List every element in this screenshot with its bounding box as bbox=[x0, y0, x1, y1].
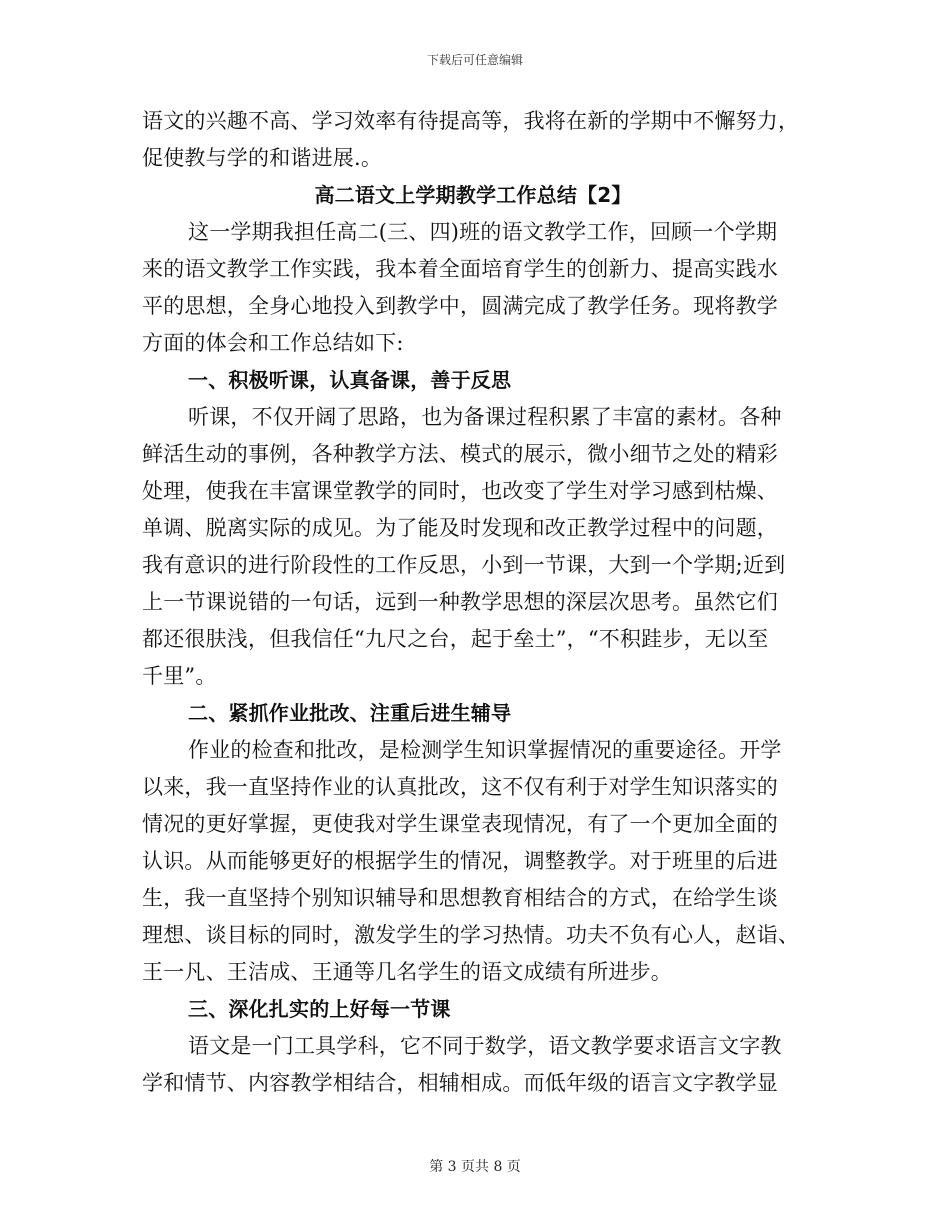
section-heading: 一、积极听课，认真备课，善于反思 bbox=[188, 368, 512, 392]
paragraph-first-line: 听课，不仅开阔了思路，也为备课过程积累了丰富的素材。各种 bbox=[188, 405, 782, 429]
paragraph-first-line: 作业的检查和批改，是检测学生知识掌握情况的重要途径。开学 bbox=[188, 738, 782, 762]
paragraph-first-line: 这一学期我担任高二(三、四)班的语文教学工作，回顾一个学期 bbox=[188, 220, 778, 244]
document-body bbox=[142, 103, 804, 1102]
page-number-indicator: 第 3 页共 8 页 bbox=[429, 1159, 521, 1175]
text-line: 来的语文教学工作实践，我本着全面培育学生的创新力、提高实践水 bbox=[142, 257, 778, 281]
text-line: 促使教与学的和谐进展.。 bbox=[142, 146, 383, 170]
text-line: 语文的兴趣不高、学习效率有待提高等，我将在新的学期中不懈努力， bbox=[142, 109, 800, 133]
text-line: 情况的更好掌握，更使我对学生课堂表现情况，有了一个更加全面的 bbox=[142, 812, 778, 836]
paragraph-first-line: 语文是一门工具学科，它不同于数学，语文教学要求语言文字教 bbox=[188, 1034, 782, 1058]
section-heading: 二、紧抓作业批改、注重后进生辅导 bbox=[188, 701, 512, 725]
text-line: 单调、脱离实际的成见。为了能及时发现和改正教学过程中的问题， bbox=[142, 516, 778, 540]
text-line: 王一凡、王洁成、王通等几名学生的语文成绩有所进步。 bbox=[142, 960, 672, 984]
text-line: 我有意识的进行阶段性的工作反思，小到一节课，大到一个学期;近到 bbox=[142, 553, 786, 577]
text-line: 千里”。 bbox=[142, 664, 217, 688]
text-line: 方面的体会和工作总结如下: bbox=[142, 331, 404, 355]
text-line: 鲜活生动的事例，各种教学方法、模式的展示，微小细节之处的精彩 bbox=[142, 442, 778, 466]
page-header-note: 下载后可任意编辑 bbox=[426, 53, 523, 67]
text-line: 平的思想，全身心地投入到教学中，圆满完成了教学任务。现将教学 bbox=[142, 294, 778, 318]
text-line: 认识。从而能够更好的根据学生的情况，调整教学。对于班里的后进 bbox=[142, 849, 778, 873]
text-line: 理想、谈目标的同时，激发学生的学习热情。功夫不负有心人，赵诣、 bbox=[142, 923, 800, 947]
text-line: 以来，我一直坚持作业的认真批改，这不仅有利于对学生知识落实的 bbox=[142, 775, 778, 799]
section-title: 高二语文上学期教学工作总结【2】 bbox=[314, 183, 632, 207]
text-line: 生，我一直坚持个别知识辅导和思想教育相结合的方式，在给学生谈 bbox=[142, 886, 778, 910]
section-heading: 三、深化扎实的上好每一节课 bbox=[188, 997, 451, 1021]
text-line: 处理，使我在丰富课堂教学的同时，也改变了学生对学习感到枯燥、 bbox=[142, 479, 778, 503]
text-line: 学和情节、内容教学相结合，相辅相成。而低年级的语言文字教学显 bbox=[142, 1071, 778, 1095]
text-line: 上一节课说错的一句话，远到一种教学思想的深层次思考。虽然它们 bbox=[142, 590, 778, 614]
text-line: 都还很肤浅，但我信任“九尺之台，起于垒土”，“不积跬步，无以至 bbox=[142, 627, 769, 651]
